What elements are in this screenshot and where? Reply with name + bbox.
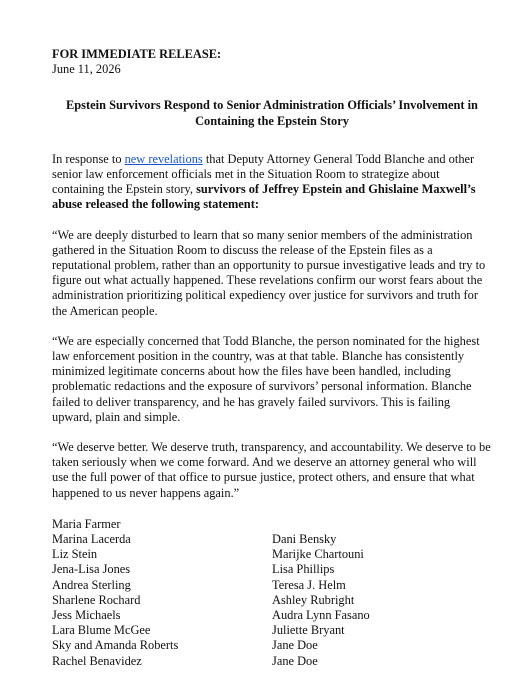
statement-paragraph-3: “We deserve better. We deserve truth, transparency, and accountability. We deserve to be taken seriously when we come forward. And we deserve an attorney general who will use the full power of that office to pursue justice, protect others, and ensure that what happened to us never happens again.”	[52, 440, 491, 500]
signatory-name: Audra Lynn Fasano	[272, 608, 370, 622]
intro-middle: that Deputy Attorney General Todd Blanche and other senior law enforcement officials met in the Situation Room to strategize about containing the Epstein story,	[52, 151, 475, 197]
signatory-name: Andrea Sterling	[52, 577, 131, 592]
signatory-name: Lara Blume McGee	[52, 623, 151, 638]
signatory-name: Maria Farmer	[52, 516, 121, 531]
signatory-name: Juliette Bryant	[272, 623, 345, 638]
signatory-name: Lisa Phillips	[272, 562, 335, 577]
signatory-name: Marijke Chartouni	[272, 547, 364, 562]
signatory-name: Sky and Amanda Roberts	[52, 638, 179, 653]
signatory-spacer	[272, 517, 492, 532]
signatory-name: Teresa J. Helm	[272, 577, 346, 592]
signatory-name: Jane Doe	[272, 638, 318, 653]
signatory-name: Ashley Rubright	[272, 592, 355, 607]
signatory-name: Dani Bensky	[272, 532, 337, 547]
new-revelations-link[interactable]: new revelations	[124, 151, 203, 166]
intro-paragraph	[52, 152, 492, 213]
signatory-name: Rachel Benavidez	[52, 653, 142, 668]
release-date: June 11, 2026	[52, 62, 121, 77]
intro-prefix: In response to	[52, 151, 125, 166]
signatory-name: Jane Doe	[272, 653, 318, 668]
signatory-name: Sharlene Rochard	[52, 592, 141, 607]
signatory-name: Jess Michaels	[52, 608, 121, 622]
signatories-left-column	[52, 517, 272, 669]
statement-paragraph-1: “We are deeply disturbed to learn that so many senior members of the administration gathered in the Situation Room to discuss the release of the Epstein files as a reputational problem, rather than an opportunity to pursue investigative leads and try to figure out what actually happened. These revelations confirm our worst fears about the administration prioritizing political expediency over justice for survivors and truth for the American people.	[52, 227, 486, 318]
signatories-right-column	[272, 517, 492, 669]
statement-paragraph-2: “We are especially concerned that Todd Blanche, the person nominated for the highest law enforcement position in the country, was at that table. Blanche has consistently minimized legitimate concerns about how the files have been handled, including problematic redactions and the exposure of survivors’ personal information. Blanche failed to deliver transparency, and he has gravely failed survivors. This is failing upward, plain and simple.	[52, 333, 480, 424]
release-label: FOR IMMEDIATE RELEASE:	[52, 47, 222, 61]
headline: Epstein Survivors Respond to Senior Administration Officials’ Involvement in Containing the Epstein Story	[66, 98, 478, 128]
signatories	[52, 517, 492, 669]
signatory-name: Liz Stein	[52, 547, 98, 562]
intro-bold-statement: survivors of Jeffrey Epstein and Ghislaine Maxwell’s abuse released the following statement:	[52, 182, 476, 212]
signatory-name: Jena-Lisa Jones	[52, 562, 131, 577]
signatory-name: Marina Lacerda	[52, 532, 131, 547]
